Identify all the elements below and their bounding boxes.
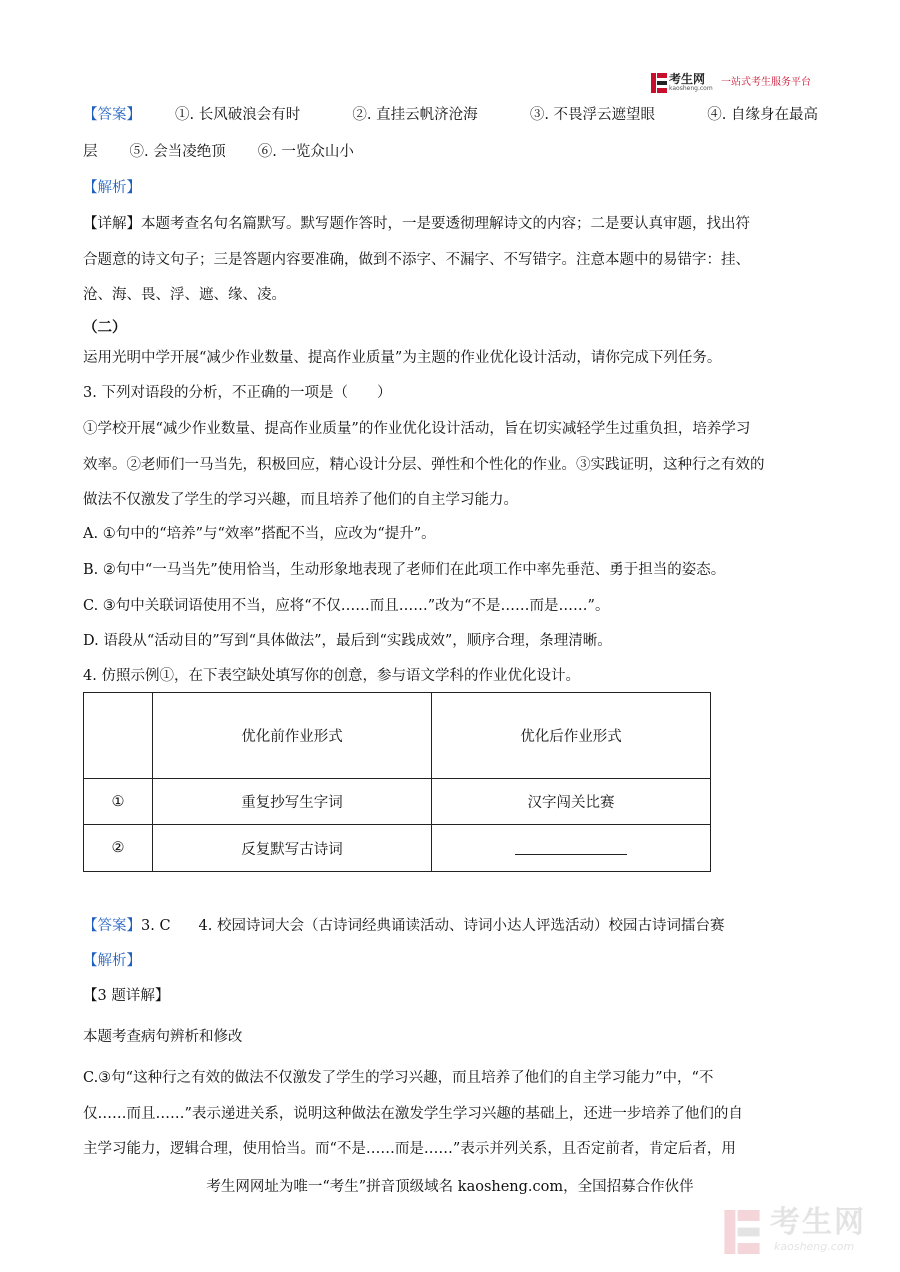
kaosheng-logo-icon <box>651 73 667 93</box>
option-b: B. ②句中“一马当先”使用恰当，生动形象地表现了老师们在此项工作中率先垂范、勇于担当的姿态。 <box>83 562 726 578</box>
option-c: C. ③句中关联词语使用不当，应将“不仅……而且……”改为“不是……而是……”。 <box>83 598 610 614</box>
page-footer: 考生网网址为唯一“考生”拼音顶级域名 kaosheng.com，全国招募合作伙伴 <box>206 1179 694 1195</box>
topic-line: 本题考查病句辨析和修改 <box>83 1029 243 1045</box>
answer-item: ⑤. 会当凌绝顶 <box>129 144 226 160</box>
explanation-line: C.③句“这种行之有效的做法不仅激发了学生的学习兴趣，而且培养了他们的自主学习能力”中，“不 <box>83 1070 714 1086</box>
table-cell: ① <box>84 779 153 825</box>
watermark-logo-icon <box>722 1210 762 1254</box>
question-4-stem: 4. 仿照示例①，在下表空缺处填写你的创意，参与语文学科的作业优化设计。 <box>83 668 580 684</box>
answer-item: ①. 长风破浪会有时 <box>175 107 301 123</box>
answer-item: ④. 自缘身在最高 <box>707 107 818 123</box>
passage-line: 做法不仅激发了学生的学习兴趣，而且培养了他们的自主学习能力。 <box>83 492 518 508</box>
table-cell: ② <box>84 825 153 872</box>
explanation-line: 仅……而且……”表示递进关系，说明这种做法在激发学生学习兴趣的基础上，还进一步培养了他们的自 <box>83 1106 743 1122</box>
explanation-line: 主学习能力，逻辑合理，使用恰当。而“不是……而是……”表示并列关系，且否定前者，肯定后者，用 <box>83 1141 736 1157</box>
detail-line: 合题意的诗文句子；三是答题内容要准确，做到不添字、不漏字、不写错字。注意本题中的易错字：挂、 <box>83 252 750 268</box>
answer-line-1 <box>83 105 818 125</box>
table-row <box>84 779 711 825</box>
answer-4: 4. 校园诗词大会（古诗词经典诵读活动、诗词小达人评选活动）校园古诗词擂台赛 <box>198 918 725 934</box>
answer-label: 【答案】 <box>83 918 141 934</box>
section-intro: 运用光明中学开展“减少作业数量、提高作业质量”为主题的作业优化设计活动，请你完成下列任务。 <box>83 350 722 366</box>
header-logo <box>651 72 841 96</box>
watermark-name: 考生网 <box>770 1205 866 1240</box>
table-header-cell <box>84 693 153 779</box>
passage-line: 效率。②老师们一马当先，积极回应，精心设计分层、弹性和个性化的作业。③实践证明，这种行之有效的 <box>83 457 765 473</box>
question-3-stem: 3. 下列对语段的分析，不正确的一项是（ ） <box>83 385 392 401</box>
answer-3: 3. C <box>141 918 171 934</box>
table-cell: 重复抄写生字词 <box>153 779 432 825</box>
detail-label: 【3 题详解】 <box>83 988 170 1004</box>
section-heading: （二） <box>83 319 127 336</box>
table-header-cell: 优化后作业形式 <box>432 693 711 779</box>
table-row <box>84 825 711 872</box>
fill-in-blank <box>515 838 627 855</box>
brand-domain: kaosheng.com <box>669 85 713 92</box>
detail-line: 沧、海、畏、浮、遮、缘、凌。 <box>83 287 286 303</box>
option-a: A. ①句中的“培养”与“效率”搭配不当，应改为“提升”。 <box>83 526 436 542</box>
answer-line-start: 层 <box>83 144 98 160</box>
answer-label: 【答案】 <box>83 107 141 123</box>
option-d: D. 语段从“活动目的”写到“具体做法”，最后到“实践成效”，顺序合理，条理清晰。 <box>83 633 612 649</box>
brand-slogan: 一站式考生服务平台 <box>721 77 811 88</box>
table-cell-blank <box>432 825 711 872</box>
brand-name: 考生网 <box>669 72 706 86</box>
analysis-label: 【解析】 <box>83 180 141 196</box>
table-header-row <box>84 693 711 779</box>
watermark-domain: kaosheng.com <box>774 1240 855 1253</box>
answer-item: ②. 直挂云帆济沧海 <box>352 107 478 123</box>
answer-item: ⑥. 一览众山小 <box>257 144 354 160</box>
answer-line-3 <box>83 916 725 936</box>
passage-line: ①学校开展“减少作业数量、提高作业质量”的作业优化设计活动，旨在切实减轻学生过重负担，培养学习 <box>83 421 751 437</box>
table-header-cell: 优化前作业形式 <box>153 693 432 779</box>
detail-line: 【详解】本题考查名句名篇默写。默写题作答时，一是要透彻理解诗文的内容；二是要认真审题，找出符 <box>83 216 750 232</box>
analysis-label: 【解析】 <box>83 953 141 969</box>
watermark <box>722 1206 882 1256</box>
answer-line-2 <box>83 142 354 162</box>
table-cell: 汉字闯关比赛 <box>432 779 711 825</box>
answer-item: ③. 不畏浮云遮望眼 <box>529 107 656 123</box>
table-cell: 反复默写古诗词 <box>153 825 432 872</box>
homework-table <box>83 692 711 872</box>
